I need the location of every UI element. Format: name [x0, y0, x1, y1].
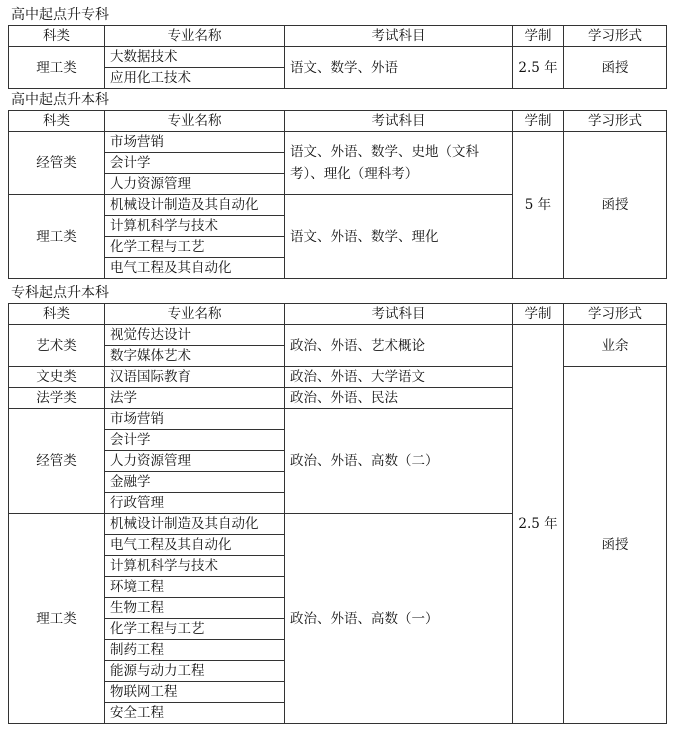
major-cell: 环境工程	[105, 577, 285, 598]
major-cell: 电气工程及其自动化	[105, 535, 285, 556]
category-cell: 理工类	[9, 195, 105, 279]
header-major: 专业名称	[105, 26, 285, 47]
category-cell: 经管类	[9, 409, 105, 514]
major-cell: 市场营销	[105, 409, 285, 430]
major-cell: 计算机科学与技术	[105, 216, 285, 237]
exam-cell: 政治、外语、高数（二）	[285, 409, 513, 514]
major-cell: 机械设计制造及其自动化	[105, 514, 285, 535]
header-category: 科类	[9, 26, 105, 47]
major-cell: 数字媒体艺术	[105, 346, 285, 367]
header-row	[9, 26, 667, 47]
major-cell: 人力资源管理	[105, 451, 285, 472]
duration-cell: 2.5 年	[513, 325, 564, 724]
header-row	[9, 304, 667, 325]
major-cell: 行政管理	[105, 493, 285, 514]
exam-cell: 语文、数学、外语	[285, 47, 513, 89]
section-high-school-to-bachelor	[8, 91, 666, 279]
major-cell: 视觉传达设计	[105, 325, 285, 346]
major-cell: 化学工程与工艺	[105, 237, 285, 258]
section-college-to-bachelor	[8, 284, 666, 724]
program-table	[8, 303, 667, 724]
table-row	[9, 367, 667, 388]
exam-cell: 语文、外语、数学、史地（文科考）、理化（理科考）	[285, 132, 513, 195]
major-cell: 市场营销	[105, 132, 285, 153]
exam-cell: 语文、外语、数学、理化	[285, 195, 513, 279]
table-row	[9, 325, 667, 346]
header-exam: 考试科目	[285, 304, 513, 325]
major-cell: 化学工程与工艺	[105, 619, 285, 640]
exam-cell: 政治、外语、大学语文	[285, 367, 513, 388]
major-cell: 物联网工程	[105, 682, 285, 703]
header-form: 学习形式	[564, 111, 667, 132]
header-form: 学习形式	[564, 304, 667, 325]
category-cell: 经管类	[9, 132, 105, 195]
major-cell: 大数据技术	[105, 47, 285, 68]
category-cell: 理工类	[9, 47, 105, 89]
section-title: 专科起点升本科	[11, 285, 109, 301]
duration-cell: 5 年	[513, 132, 564, 279]
category-cell: 理工类	[9, 514, 105, 724]
header-row	[9, 111, 667, 132]
header-duration: 学制	[513, 304, 564, 325]
category-cell: 艺术类	[9, 325, 105, 367]
header-duration: 学制	[513, 26, 564, 47]
program-table	[8, 110, 667, 279]
table-row	[9, 47, 667, 68]
form-cell: 函授	[564, 47, 667, 89]
header-category: 科类	[9, 111, 105, 132]
form-cell: 函授	[564, 367, 667, 724]
major-cell: 安全工程	[105, 703, 285, 724]
category-cell: 法学类	[9, 388, 105, 409]
duration-cell: 2.5 年	[513, 47, 564, 89]
major-cell: 法学	[105, 388, 285, 409]
major-cell: 生物工程	[105, 598, 285, 619]
form-cell-art: 业余	[564, 325, 667, 367]
exam-cell: 政治、外语、民法	[285, 388, 513, 409]
header-category: 科类	[9, 304, 105, 325]
program-table	[8, 25, 667, 89]
header-duration: 学制	[513, 111, 564, 132]
section-junior-college	[8, 6, 666, 89]
form-cell: 函授	[564, 132, 667, 279]
section-title: 高中起点升专科	[11, 7, 109, 23]
exam-cell: 政治、外语、高数（一）	[285, 514, 513, 724]
major-cell: 能源与动力工程	[105, 661, 285, 682]
major-cell: 制药工程	[105, 640, 285, 661]
major-cell: 电气工程及其自动化	[105, 258, 285, 279]
major-cell: 人力资源管理	[105, 174, 285, 195]
major-cell: 应用化工技术	[105, 68, 285, 89]
major-cell: 机械设计制造及其自动化	[105, 195, 285, 216]
header-exam: 考试科目	[285, 26, 513, 47]
major-cell: 汉语国际教育	[105, 367, 285, 388]
header-form: 学习形式	[564, 26, 667, 47]
major-cell: 计算机科学与技术	[105, 556, 285, 577]
table-row	[9, 132, 667, 153]
major-cell: 会计学	[105, 430, 285, 451]
major-cell: 会计学	[105, 153, 285, 174]
section-title: 高中起点升本科	[11, 92, 109, 108]
major-cell: 金融学	[105, 472, 285, 493]
header-major: 专业名称	[105, 304, 285, 325]
category-cell: 文史类	[9, 367, 105, 388]
header-exam: 考试科目	[285, 111, 513, 132]
header-major: 专业名称	[105, 111, 285, 132]
exam-cell: 政治、外语、艺术概论	[285, 325, 513, 367]
